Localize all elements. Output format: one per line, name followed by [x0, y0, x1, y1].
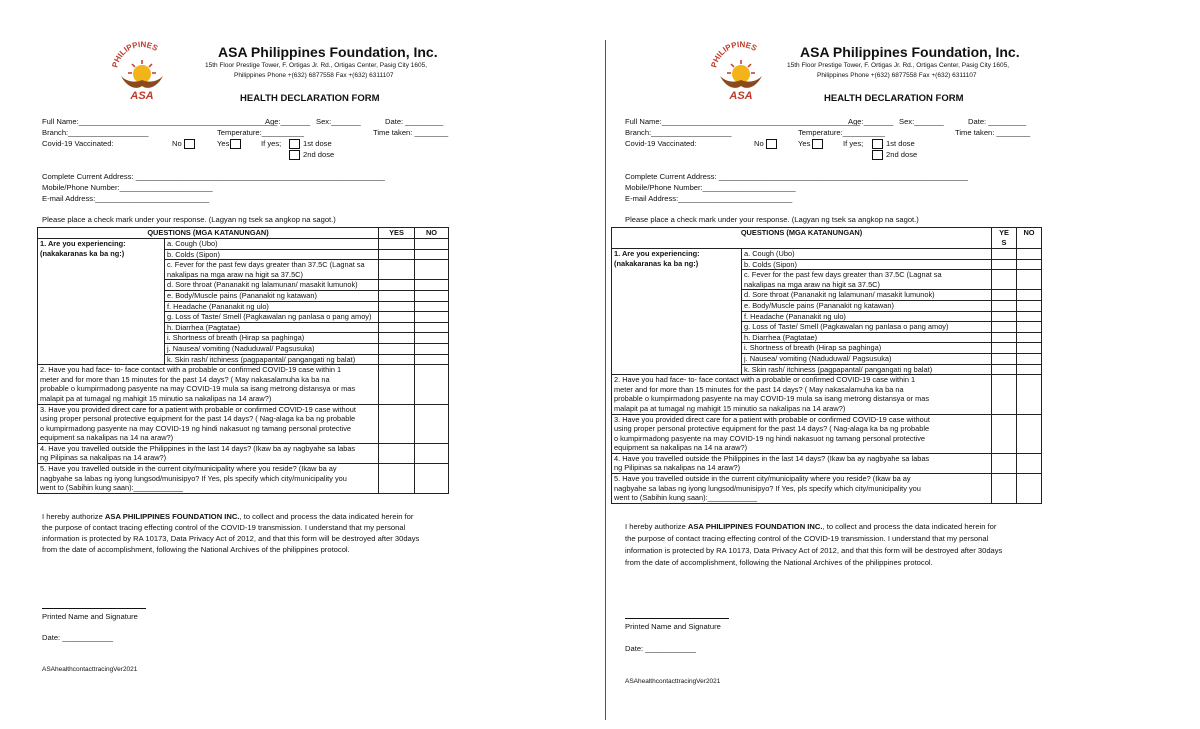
signature-date-field[interactable]: Date: ____________: [625, 644, 696, 653]
full-name-field[interactable]: Full Name:_______________________________________________: [625, 117, 861, 126]
vaccinated-label: Covid-19 Vaccinated:: [625, 139, 697, 148]
signature-line[interactable]: [42, 608, 146, 609]
symptom-nausea: j. Nausea/ vomiting (Naduduwal/ Pagsusuka): [742, 353, 992, 364]
q5-line: went to (Sabihin kung saan):____________: [614, 493, 757, 503]
form-version-code: ASAhealthcontacttracingVer2021: [42, 666, 138, 673]
second-dose-label: 2nd dose: [303, 150, 335, 159]
org-name: ASA Philippines Foundation, Inc.: [800, 44, 1020, 60]
symptom-skin-rash: k. Skin rash/ itchiness (pagpapantal/ pangangati ng balat): [742, 364, 992, 375]
symptom-fever-line1: c. Fever for the past few days greater than 37.5C (Lagnat sa: [744, 270, 942, 280]
yes-cell[interactable]: [379, 365, 415, 404]
consent-line2: the purpose of contact tracing effecting control of the COVID-19 transmission. I understand that my personal: [625, 534, 989, 543]
date-field[interactable]: Date: _________: [385, 117, 444, 126]
org-address-line2: Philippines Phone +(632) 6877558 Fax +(632) 6311107: [817, 72, 977, 79]
q2-line: malapit pa at tumagal ng mahigit 15 minutio sa nakalipas na 14 araw?): [40, 393, 272, 403]
q2-line: meter and for more than 15 minutes for the past 14 days? ( May nakasalamuha ka ba na: [40, 374, 330, 384]
q1-title: 1. Are you experiencing:: [40, 239, 126, 248]
branch-field[interactable]: Branch:___________________: [625, 128, 732, 137]
consent-pre: I hereby authorize: [625, 522, 688, 531]
q4-line: 4. Have you travelled outside the Philippines in the last 14 days? (Ikaw ba ay nagbyahe sa labas: [40, 443, 356, 453]
if-yes-label: If yes;: [843, 139, 864, 148]
q3-line: equipment sa nakalipas na 14 na araw?): [40, 433, 174, 443]
first-dose-label: 1st dose: [303, 139, 332, 148]
symptom-fever-line2: nakalipas na mga araw na higit sa 37.5C): [744, 279, 880, 289]
symptom-fever-line2: nakalipas na mga araw na higit sa 37.5C): [167, 269, 303, 279]
no-cell[interactable]: [415, 343, 449, 354]
q1-subtitle: (nakakaranas ka ba ng:): [614, 258, 699, 268]
email-field[interactable]: E-mail Address:___________________________: [42, 194, 210, 203]
q4-line: ng Pilipinas sa nakalipas na 14 araw?): [614, 463, 741, 473]
mobile-field[interactable]: Mobile/Phone Number:______________________: [625, 183, 796, 192]
no-cell[interactable]: [1017, 343, 1042, 354]
org-address-line1: 15th Floor Prestige Tower, F. Ortigas Jr. Rd., Ortigas Center, Pasig City 1605,: [205, 62, 428, 69]
no-cell[interactable]: [1017, 311, 1042, 322]
consent-post: , to collect and process the data indicated herein for: [239, 512, 414, 521]
q2-cell: [38, 365, 379, 404]
no-header: NO: [415, 228, 449, 239]
q2-line: meter and for more than 15 minutes for the past 14 days? ( May nakasalamuha ka ba na: [614, 384, 904, 394]
no-cell[interactable]: [1017, 474, 1042, 504]
q1-cell: [38, 239, 165, 365]
no-cell[interactable]: [1017, 290, 1042, 301]
no-cell[interactable]: [415, 322, 449, 333]
symptom-fever: [165, 260, 379, 280]
yes-cell[interactable]: [992, 343, 1017, 354]
symptom-fever-line1: c. Fever for the past few days greater than 37.5C (Lagnat sa: [167, 260, 365, 270]
yes-cell[interactable]: [992, 300, 1017, 311]
q3-line: 3. Have you provided direct care for a patient with probable or confirmed COVID-19 case without: [40, 404, 356, 414]
org-address-line1: 15th Floor Prestige Tower, F. Ortigas Jr. Rd., Ortigas Center, Pasig City 1605,: [787, 62, 1010, 69]
yes-cell[interactable]: [379, 312, 415, 323]
svg-text:ASA: ASA: [130, 90, 154, 102]
temperature-field[interactable]: Temperature:__________: [798, 128, 885, 137]
temperature-field[interactable]: Temperature:__________: [217, 128, 304, 137]
svg-text:ASA: ASA: [729, 90, 753, 102]
symptom-cough: a. Cough (Ubo): [742, 249, 992, 260]
no-cell[interactable]: [415, 443, 449, 463]
consent-line3: information is protected by RA 10173, Data Privacy Act of 2012, and that this form will be destroyed after 30days: [625, 546, 1003, 555]
yes-cell[interactable]: [379, 343, 415, 354]
no-cell[interactable]: [1017, 249, 1042, 260]
symptom-headache: f. Headache (Pananakit ng ulo): [165, 301, 379, 312]
symptom-body-pains: e. Body/Muscle pains (Pananakit ng katawan): [742, 300, 992, 311]
yes-header-part1: YE: [999, 228, 1009, 237]
no-cell[interactable]: [1017, 332, 1042, 343]
sex-field[interactable]: Sex:_______: [316, 117, 361, 126]
yes-cell[interactable]: [992, 249, 1017, 260]
no-cell[interactable]: [415, 365, 449, 404]
yes-cell[interactable]: [992, 332, 1017, 343]
asa-logo: [706, 36, 776, 106]
vaccinated-yes-label: Yes: [798, 139, 811, 148]
no-cell[interactable]: [1017, 259, 1042, 270]
q5-line: nagbyahe sa labas ng iyong lungsod/munisipyo? If Yes, pls specify which city/municipality you: [614, 483, 921, 493]
symptom-nausea: j. Nausea/ vomiting (Naduduwal/ Pagsusuka): [165, 343, 379, 354]
q2-line: 2. Have you had face- to- face contact with a probable or confirmed COVID-19 case within 1: [614, 375, 916, 385]
yes-cell[interactable]: [992, 453, 1017, 473]
branch-field[interactable]: Branch:___________________: [42, 128, 149, 137]
symptom-headache: f. Headache (Pananakit ng ulo): [742, 311, 992, 322]
svg-text:PHILIPPINES: PHILIPPINES: [110, 39, 160, 69]
yes-cell[interactable]: [992, 474, 1017, 504]
vaccinated-no-checkbox[interactable]: [184, 139, 195, 149]
no-cell[interactable]: [1017, 353, 1042, 364]
email-field[interactable]: E-mail Address:___________________________: [625, 194, 793, 203]
form-title: HEALTH DECLARATION FORM: [240, 93, 380, 104]
no-cell[interactable]: [1017, 364, 1042, 375]
symptom-body-pains: e. Body/Muscle pains (Pananakit ng katawan): [165, 290, 379, 301]
q1-cell: [612, 249, 742, 375]
q5-line: 5. Have you travelled outside in the current city/municipality where you reside? (Ikaw ba ay: [40, 464, 337, 474]
first-dose-label: 1st dose: [886, 139, 915, 148]
symptom-colds: b. Colds (Sipon): [742, 259, 992, 270]
yes-cell[interactable]: [379, 301, 415, 312]
symptom-diarrhea: h. Diarrhea (Pagtatae): [165, 322, 379, 333]
symptom-skin-rash: k. Skin rash/ itchiness (pagpapantal/ pangangati ng balat): [165, 354, 379, 365]
vaccinated-no-label: No: [754, 139, 764, 148]
signature-date-field[interactable]: Date: ____________: [42, 633, 113, 642]
q1-title: 1. Are you experiencing:: [614, 249, 700, 258]
first-dose-checkbox[interactable]: [872, 139, 883, 149]
yes-header: YES: [379, 228, 415, 239]
q4-line: 4. Have you travelled outside the Philippines in the last 14 days? (Ikaw ba ay nagbyahe sa labas: [614, 453, 930, 463]
q4-line: ng Pilipinas sa nakalipas na 14 araw?): [40, 453, 167, 463]
q5-line: went to (Sabihin kung saan):____________: [40, 483, 183, 493]
yes-cell[interactable]: [992, 364, 1017, 375]
second-dose-label: 2nd dose: [886, 150, 918, 159]
signature-label: Printed Name and Signature: [42, 612, 138, 621]
no-cell[interactable]: [1017, 453, 1042, 473]
q2-line: malapit pa at tumagal ng mahigit 15 minutio sa nakalipas na 14 araw?): [614, 403, 846, 413]
symptom-diarrhea: h. Diarrhea (Pagtatae): [742, 332, 992, 343]
signature-label: Printed Name and Signature: [625, 622, 721, 631]
yes-cell[interactable]: [379, 443, 415, 463]
consent-org: ASA PHILIPPINES FOUNDATION INC.: [687, 522, 823, 531]
yes-cell[interactable]: [992, 322, 1017, 333]
yes-cell[interactable]: [379, 260, 415, 280]
symptom-loss-taste: g. Loss of Taste/ Smell (Pagkawalan ng panlasa o pang amoy): [742, 322, 992, 333]
yes-cell[interactable]: [992, 353, 1017, 364]
no-cell[interactable]: [415, 249, 449, 260]
no-cell[interactable]: [1017, 414, 1042, 453]
no-cell[interactable]: [415, 404, 449, 443]
second-dose-checkbox[interactable]: [872, 150, 883, 160]
instruction-text: Please place a check mark under your response. (Lagyan ng tsek sa angkop na sagot.): [42, 215, 336, 224]
q4-cell: [38, 443, 379, 463]
no-cell[interactable]: [415, 280, 449, 291]
consent-pre: I hereby authorize: [42, 512, 105, 521]
consent-org: ASA PHILIPPINES FOUNDATION INC.: [104, 512, 240, 521]
no-cell[interactable]: [1017, 375, 1042, 414]
symptom-colds: b. Colds (Sipon): [165, 249, 379, 260]
time-taken-field[interactable]: Time taken: ________: [955, 128, 1031, 137]
yes-cell[interactable]: [379, 290, 415, 301]
symptom-sore-throat: d. Sore throat (Pananakit ng lalamunan/ masakit lumunok): [742, 290, 992, 301]
consent-line4: from the date of accomplishment, following the National Archives of the philippines protocol.: [42, 545, 350, 554]
yes-header: [992, 228, 1017, 249]
yes-cell[interactable]: [992, 259, 1017, 270]
no-cell[interactable]: [415, 354, 449, 365]
first-dose-checkbox[interactable]: [289, 139, 300, 149]
q4-cell: [612, 453, 992, 473]
q3-line: using proper personal protective equipment for the past 14 days? ( Nag-alaga ka ba ng probable: [40, 414, 356, 424]
yes-cell[interactable]: [992, 375, 1017, 414]
vaccinated-yes-label: Yes: [217, 139, 230, 148]
date-field[interactable]: Date: _________: [968, 117, 1027, 126]
yes-cell[interactable]: [992, 311, 1017, 322]
second-dose-checkbox[interactable]: [289, 150, 300, 160]
instruction-text: Please place a check mark under your response. (Lagyan ng tsek sa angkop na sagot.): [625, 215, 919, 224]
no-cell[interactable]: [415, 301, 449, 312]
questions-table: [37, 227, 449, 494]
q5-cell: [38, 464, 379, 494]
yes-cell[interactable]: [379, 464, 415, 494]
address-field[interactable]: Complete Current Address: ___________________________________________________________: [42, 172, 385, 181]
no-cell[interactable]: [415, 260, 449, 280]
yes-cell[interactable]: [379, 239, 415, 250]
yes-cell[interactable]: [379, 333, 415, 344]
time-taken-field[interactable]: Time taken: ________: [373, 128, 449, 137]
symptom-sore-throat: d. Sore throat (Pananakit ng lalamunan/ masakit lumunok): [165, 280, 379, 291]
questions-table: [611, 227, 1042, 504]
yes-cell[interactable]: [992, 414, 1017, 453]
no-cell[interactable]: [415, 333, 449, 344]
q2-line: 2. Have you had face- to- face contact with a probable or confirmed COVID-19 case within 1: [40, 365, 342, 375]
vaccinated-no-label: No: [172, 139, 182, 148]
asa-logo: [107, 36, 177, 106]
age-field[interactable]: Age:_______: [265, 117, 311, 126]
symptom-fever: [742, 270, 992, 290]
org-address-line2: Philippines Phone +(632) 6877558 Fax +(632) 6311107: [234, 72, 394, 79]
questions-header: QUESTIONS (MGA KATANUNGAN): [612, 228, 992, 249]
yes-cell[interactable]: [379, 249, 415, 260]
yes-cell[interactable]: [992, 270, 1017, 290]
symptom-shortness-breath: i. Shortness of breath (Hirap sa paghinga): [742, 343, 992, 354]
vaccinated-yes-checkbox[interactable]: [812, 139, 823, 149]
signature-line[interactable]: [625, 618, 729, 619]
q3-line: o kumpirmadong pasyente na may COVID-19 ng hindi nakasuot ng tamang personal protective: [40, 423, 351, 433]
form-title: HEALTH DECLARATION FORM: [824, 93, 964, 104]
q2-line: probable o kumpirmadong pasyente na may COVID-19 mula sa isang metrong distansya or mas: [614, 394, 930, 404]
q2-cell: [612, 375, 992, 414]
yes-cell[interactable]: [379, 404, 415, 443]
sex-field[interactable]: Sex:_______: [899, 117, 944, 126]
q1-subtitle: (nakakaranas ka ba ng:): [40, 248, 125, 258]
no-cell[interactable]: [415, 239, 449, 250]
q3-cell: [38, 404, 379, 443]
form-version-code: ASAhealthcontacttracingVer2021: [625, 678, 721, 685]
q5-cell: [612, 474, 992, 504]
no-header: NO: [1017, 228, 1042, 249]
no-cell[interactable]: [415, 312, 449, 323]
q5-line: 5. Have you travelled outside in the current city/municipality where you reside? (Ikaw ba ay: [614, 474, 911, 484]
symptom-loss-taste: g. Loss of Taste/ Smell (Pagkawalan ng panlasa o pang amoy): [165, 312, 379, 323]
consent-line1: [42, 512, 413, 522]
yes-header-part2: S: [1001, 238, 1007, 247]
consent-line2: the purpose of contact tracing effecting control of the COVID-19 transmission. I understand that my personal: [42, 523, 406, 532]
no-cell[interactable]: [415, 290, 449, 301]
vaccinated-label: Covid-19 Vaccinated:: [42, 139, 114, 148]
address-field[interactable]: Complete Current Address: ___________________________________________________________: [625, 172, 968, 181]
consent-line4: from the date of accomplishment, following the National Archives of the philippines protocol.: [625, 558, 933, 567]
yes-cell[interactable]: [379, 354, 415, 365]
vaccinated-no-checkbox[interactable]: [766, 139, 777, 149]
symptom-cough: a. Cough (Ubo): [165, 239, 379, 250]
mobile-field[interactable]: Mobile/Phone Number:______________________: [42, 183, 213, 192]
no-cell[interactable]: [415, 464, 449, 494]
no-cell[interactable]: [1017, 322, 1042, 333]
vaccinated-yes-checkbox[interactable]: [230, 139, 241, 149]
no-cell[interactable]: [1017, 300, 1042, 311]
q5-line: nagbyahe sa labas ng iyong lungsod/munisipyo? If Yes, pls specify which city/municipality you: [40, 473, 347, 483]
questions-header: QUESTIONS (MGA KATANUNGAN): [38, 228, 379, 239]
q3-line: using proper personal protective equipment for the past 14 days? ( Nag-alaga ka ba ng probable: [614, 424, 930, 434]
if-yes-label: If yes;: [261, 139, 282, 148]
q3-line: 3. Have you provided direct care for a patient with probable or confirmed COVID-19 case without: [614, 414, 930, 424]
q2-line: probable o kumpirmadong pasyente na may COVID-19 mula sa isang metrong distansya or mas: [40, 384, 356, 394]
consent-line1: [625, 522, 996, 532]
q3-line: equipment sa nakalipas na 14 na araw?): [614, 443, 748, 453]
age-field[interactable]: Age:_______: [848, 117, 894, 126]
q3-line: o kumpirmadong pasyente na may COVID-19 ng hindi nakasuot ng tamang personal protective: [614, 433, 925, 443]
yes-cell[interactable]: [379, 280, 415, 291]
full-name-field[interactable]: Full Name:_______________________________________________: [42, 117, 278, 126]
svg-text:PHILIPPINES: PHILIPPINES: [709, 39, 759, 69]
q3-cell: [612, 414, 992, 453]
symptom-shortness-breath: i. Shortness of breath (Hirap sa paghinga): [165, 333, 379, 344]
no-cell[interactable]: [1017, 270, 1042, 290]
form-page-right: [600, 0, 1200, 729]
yes-cell[interactable]: [379, 322, 415, 333]
yes-cell[interactable]: [992, 290, 1017, 301]
consent-line3: information is protected by RA 10173, Data Privacy Act of 2012, and that this form will be destroyed after 30days: [42, 534, 420, 543]
org-name: ASA Philippines Foundation, Inc.: [218, 44, 438, 60]
consent-post: , to collect and process the data indicated herein for: [822, 522, 997, 531]
